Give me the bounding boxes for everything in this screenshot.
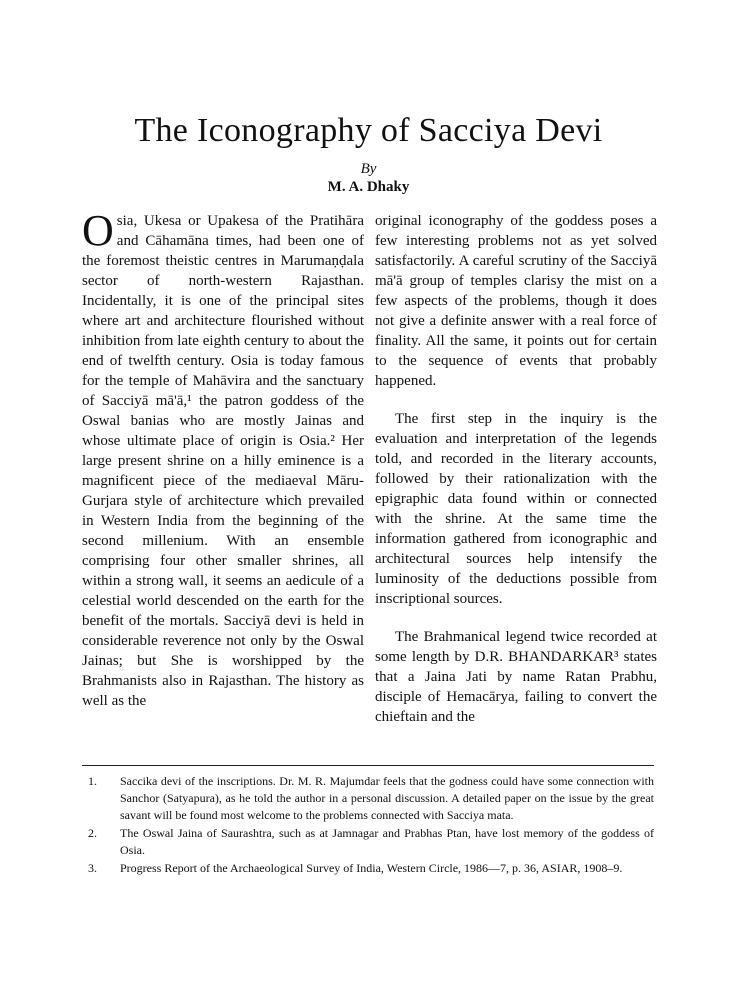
footnote-item	[82, 860, 654, 877]
right-paragraph-1: original iconography of the goddess poses a few interesting problems not as yet solved satisfactorily. A careful scrutiny of the Sacciyā mā'ā group of temples clarisy the mist on a few aspects of the problems, though it does not give a definite answer with a real force of finality. All the same, it points out for certain to the sequence of events that probably happened.	[375, 213, 657, 389]
drop-cap: O	[82, 206, 114, 255]
footnote-text: Saccika devi of the inscriptions. Dr. M. R. Majumdar feels that the godness could have some connection with Sanchor (Satyapura), as he told the author in a personal discussion. A detailed paper on the issue by the great savant will be found most welcome to the problems connected with Sacciya mata.	[120, 774, 654, 822]
footnote-item	[82, 773, 654, 824]
footnote-number: 1.	[88, 774, 97, 788]
footnote-number: 2.	[88, 826, 97, 840]
footnote-text: Progress Report of the Archaeological Survey of India, Western Circle, 1986—7, p. 36, ASIAR, 1908–9.	[120, 861, 623, 875]
footnote-text: The Oswal Jaina of Saurashtra, such as at Jamnagar and Prabhas Ptan, have lost memory of the goddess of Osia.	[120, 826, 654, 857]
left-paragraph	[82, 206, 364, 711]
footnote-number: 3.	[88, 861, 97, 875]
right-column	[375, 211, 657, 727]
left-column	[82, 206, 364, 711]
footnote-item	[82, 825, 654, 859]
left-paragraph-text: sia, Ukesa or Upakesa of the Pratihāra and Cāhamāna times, had been one of the foremost theistic centres in Marumaṇḍala sector of north-western Rajasthan. Incidentally, it is one of the principal sites where art and architecture flourished without inhibition from late eighth century to about the end of twelfth century. Osia is today famous for the temple of Mahāvira and the sanctuary of Sacciyā mā'ā,¹ the patron goddess of the Oswal banias who are mostly Jainas and whose ultimate place of origin is Osia.² Her large present shrine on a hilly eminence is a magnificent piece of the mediaeval Māru-Gurjara style of architecture which prevailed in Western India from the beginning of the second millenium. With an ensemble comprising four other smaller shrines, all within a strong wall, it seems an aedicule of a celestial world descended on the earth for the benefit of the mortals. Sacciyā devi is held in considerable reverence not only by the Oswal Jainas; but She is worshipped by the Brahmanists also in Rajasthan. The history as well as the	[82, 213, 364, 709]
right-paragraph-3: The Brahmanical legend twice recorded at some length by D.R. BHANDARKAR³ states that a Jaina Jati by name Ratan Prabhu, disciple of Hemacārya, failing to convert the chieftain and the	[375, 629, 657, 725]
footnote-divider	[82, 765, 654, 766]
footnotes-list	[82, 773, 654, 878]
right-paragraph-2: The first step in the inquiry is the evaluation and interpretation of the legends told, and recorded in the literary accounts, followed by their rationalization with the epigraphic data found within or connected with the shrine. At the same time the information gathered from iconographic and architectural sources help intensify the luminosity of the deductions possible from inscriptional sources.	[375, 411, 657, 607]
page-title: The Iconography of Sacciya Devi	[134, 112, 603, 149]
author-name: M. A. Dhaky	[327, 179, 410, 195]
byline-label: By	[360, 161, 377, 177]
